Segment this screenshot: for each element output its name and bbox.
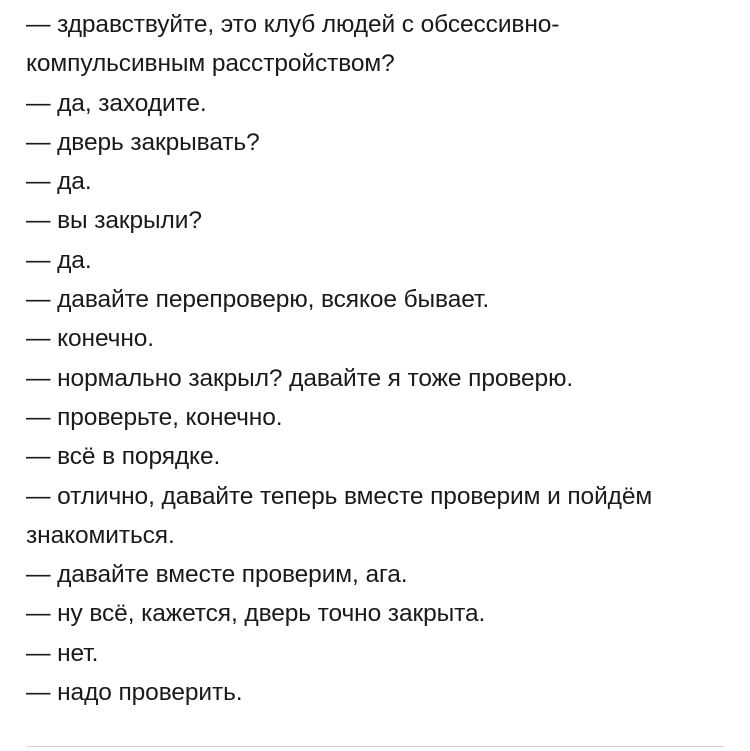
dialogue-line: — здравствуйте, это клуб людей с обсессивно-компульсивным расстройством? (26, 11, 560, 78)
dialogue-line: — надо проверить. (26, 679, 243, 707)
dialogue-line: — нормально закрыл? давайте я тоже проверю. (26, 364, 574, 392)
dialogue-line: — проверьте, конечно. (26, 403, 283, 431)
dialogue-line: — да. (26, 246, 92, 274)
dialogue-line: — да. (26, 168, 92, 196)
dialogue-line: — отлично, давайте теперь вместе проверим и пойдём знакомиться. (26, 482, 653, 549)
dialogue-line: — всё в порядке. (26, 443, 221, 471)
bottom-divider (26, 746, 724, 747)
dialogue-line: — давайте перепроверю, всякое бывает. (26, 286, 490, 314)
dialogue-line: — вы закрыли? (26, 207, 202, 235)
dialogue-line: — да, заходите. (26, 89, 207, 117)
dialogue-line: — конечно. (26, 325, 154, 353)
dialogue-line: — нет. (26, 639, 99, 667)
dialogue-line: — давайте вместе проверим, ага. (26, 561, 408, 589)
dialogue-lines (26, 5, 726, 712)
dialogue-line: — дверь закрывать? (26, 128, 260, 156)
dialogue-line: — ну всё, кажется, дверь точно закрыта. (26, 600, 486, 628)
